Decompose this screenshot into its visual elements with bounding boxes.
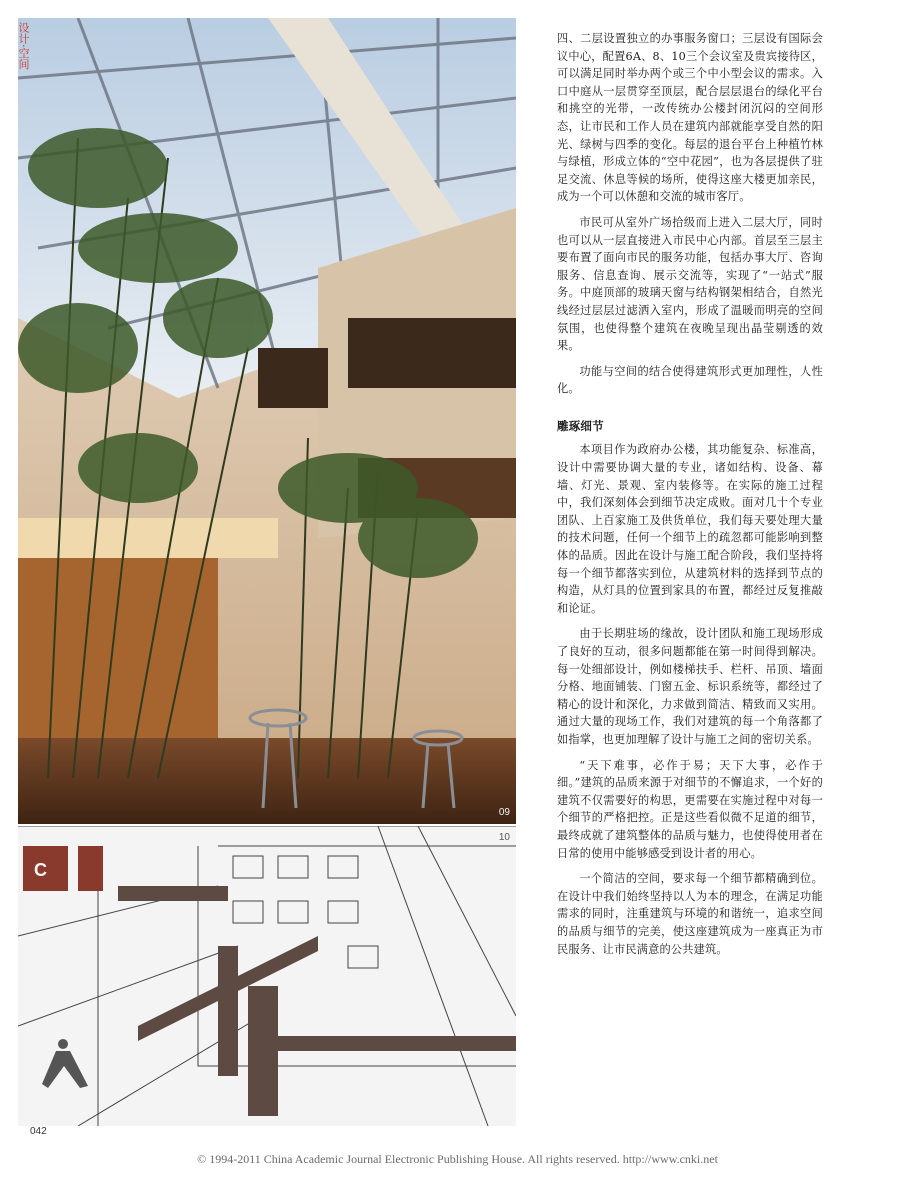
figure-number: 09 — [498, 807, 510, 818]
paragraph: “天下难事，必作于易；天下大事，必作于细。”建筑的品质来源于对细节的不懈追求，一个好的建筑不仅需要好的构思，更需要在实施过程中对每一个细节的严格把控。正是这些看似微不足道的细节，最终成就了建筑整体的品质与魅力，也使得使用者在日常的使用中能够感受到设计者的用心。 — [557, 758, 823, 860]
svg-text:C: C — [34, 860, 47, 880]
paragraph: 本项目作为政府办公楼，其功能复杂、标准高，设计中需要协调大量的专业，诸如结构、设备、幕墙、灯光、景观、室内装修等。在实际的施工过程中，我们深刻体会到细节决定成败。面对几十个专业团队、上百家施工及供货单位，我们每天要处理大量的技术问题，任何一个细节上的疏忽都可能影响到整体的品质。因此在设计与施工配合阶段，我们坚持将每一个细节都落实到位，从建筑材料的选择到节点的构造，从灯具的位置到家具的布置，都经过反复推敲和论证。 — [557, 443, 823, 615]
paragraph: 功能与空间的结合使得建筑形式更加理性，人性化。 — [557, 364, 823, 396]
sketch-render-drawing — [18, 826, 516, 1126]
page-number: 042 — [30, 1126, 47, 1137]
paragraph: 由于长期驻场的缘故，设计团队和施工现场形成了良好的互动，很多问题都能在第一时间得到解决。每一处细部设计，例如楼梯扶手、栏杆、吊顶、墙面分格、地面铺装、门窗五金、标识系统等，都经过了精心的设计和深化，力求做到简洁、精致而又实用。通过大量的现场工作，我们对建筑的每一个角落都了如指掌，也更加理解了设计与施工之间的密切关系。 — [557, 627, 823, 746]
section-marker: 设计·空间 — [17, 22, 30, 70]
paragraph: 市民可从室外广场拾级而上进入二层大厅，同时也可以从一层直接进入市民中心内部。首层至三层主要布置了面向市民的服务功能，包括办事大厅、咨询服务、信息查询、展示交流等，实现了“一站式”服务。中庭顶部的玻璃天窗与结构钢架相结合，自然光线经过层层过滤洒入室内，形成了温暖而明亮的空间氛围，也使得整个建筑在夜晚呈现出晶莹剔透的效果。 — [557, 215, 823, 353]
article-body — [557, 30, 823, 966]
paragraph: 一个简洁的空间，要求每一个细节都精确到位。在设计中我们始终坚持以人为本的理念，在满足功能需求的同时，注重建筑与环境的和谐统一，追求空间的品质与细节的完美，使这座建筑成为一座真正为市民服务、让市民满意的公共建筑。 — [557, 872, 823, 956]
copyright-footer: © 1994-2011 China Academic Journal Electronic Publishing House. All rights reserved. http://www.cnki.net — [197, 1152, 718, 1166]
atrium-photo-drawing — [18, 18, 516, 824]
section-heading: 雕琢细节 — [557, 418, 604, 433]
figure-number: 10 — [498, 832, 510, 843]
paragraph: 四、二层设置独立的办事服务窗口；三层设有国际会议中心，配置6A、8、10三个会议室及贵宾接待区，可以满足同时举办两个或三个中小型会议的需求。入口中庭从一层贯穿至顶层，配合层层退台的绿化平台和挑空的光带，一改传统办公楼封闭沉闷的空间形态，让市民和工作人员在建筑内部就能享受自然的阳光、绿树与四季的变化。每层的退台平台上种植竹林与绿植，形成立体的“空中花园”，也为各层提供了驻足交流、休息等候的场所，使得这座大楼更加亲民，成为一个可以休憩和交流的城市客厅。 — [557, 32, 823, 204]
sketch-render — [18, 826, 516, 1126]
atrium-photo — [18, 18, 516, 824]
